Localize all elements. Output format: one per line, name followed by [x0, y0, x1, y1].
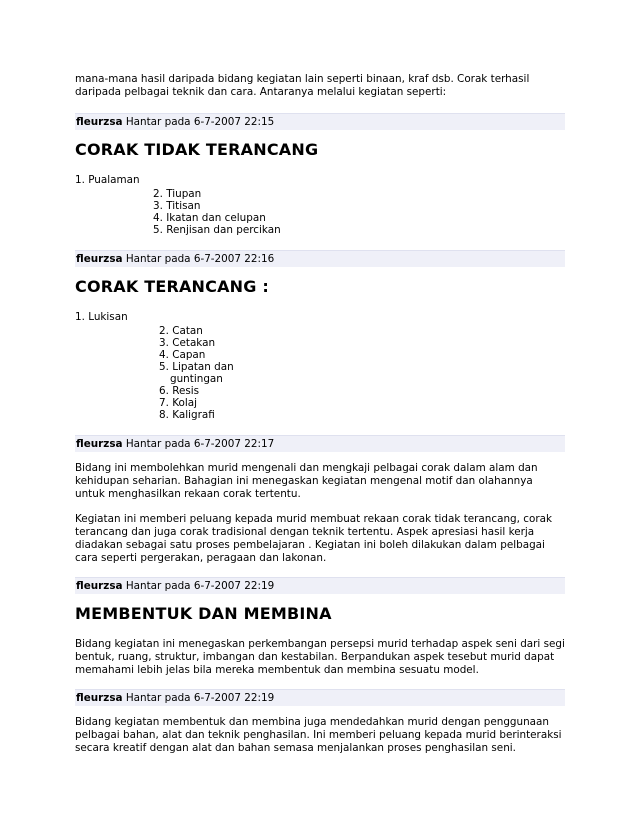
section-heading: MEMBENTUK DAN MEMBINA: [75, 604, 332, 623]
list-item: 3. Titisan: [153, 200, 201, 212]
list-item: 8. Kaligrafi: [159, 409, 215, 421]
post-author: fleurzsa: [76, 438, 123, 450]
section-heading: CORAK TERANCANG :: [75, 277, 269, 296]
post-author: fleurzsa: [76, 580, 123, 592]
list-item: 5. Lipatan dan: [159, 361, 234, 373]
post-meta-bar: [75, 250, 565, 267]
intro-paragraph: mana-mana hasil daripada bidang kegiatan lain seperti binaan, kraf dsb. Corak terhasil daripada pelbagai teknik dan cara. Antaranya melalui kegiatan seperti:: [75, 73, 530, 98]
post-timestamp: Hantar pada 6-7-2007 22:17: [122, 438, 275, 450]
post-meta-bar: [75, 577, 565, 594]
list-item: 5. Renjisan dan percikan: [153, 224, 281, 236]
post-meta-bar: [75, 435, 565, 452]
list-item: 1. Pualaman: [75, 174, 140, 186]
post-timestamp: Hantar pada 6-7-2007 22:19: [122, 692, 275, 704]
post-timestamp: Hantar pada 6-7-2007 22:16: [122, 253, 275, 265]
list-item-continuation: guntingan: [170, 373, 223, 385]
post-author: fleurzsa: [76, 692, 123, 704]
post-timestamp: Hantar pada 6-7-2007 22:15: [122, 116, 275, 128]
list-item: 4. Ikatan dan celupan: [153, 212, 266, 224]
numbered-list: [75, 174, 565, 236]
post-meta-bar: [75, 689, 565, 706]
list-item: 3. Cetakan: [159, 337, 216, 349]
post-meta-bar: [75, 113, 565, 130]
post-author: fleurzsa: [76, 116, 123, 128]
list-item: 4. Capan: [159, 349, 206, 361]
body-paragraph: Bidang kegiatan ini menegaskan perkembangan persepsi murid terhadap aspek seni dari segi bentuk, ruang, struktur, imbangan dan kestabilan. Berpandukan aspek tesebut murid dapat memahami lebih jelas bila mereka membentuk dan membina sesuatu model.: [75, 638, 565, 676]
numbered-list: [75, 311, 565, 421]
section-heading: CORAK TIDAK TERANCANG: [75, 140, 319, 159]
document-page: [75, 73, 565, 767]
list-item: 2. Tiupan: [153, 188, 202, 200]
body-paragraph: Bidang ini membolehkan murid mengenali dan mengkaji pelbagai corak dalam alam dan kehidupan seharian. Bahagian ini menegaskan kegiatan mengenal motif dan olahannya untuk menghasilkan rekaan corak tertentu.: [75, 462, 538, 500]
post-author: fleurzsa: [76, 253, 123, 265]
list-item: 1. Lukisan: [75, 311, 128, 323]
list-item: 6. Resis: [159, 385, 200, 397]
body-paragraph: Bidang kegiatan membentuk dan membina juga mendedahkan murid dengan penggunaan pelbagai bahan, alat dan teknik penghasilan. Ini memberi peluang kepada murid berinteraksi secara kreatif dengan alat dan bahan semasa menjalankan proses penghasilan seni.: [75, 716, 562, 754]
post-timestamp: Hantar pada 6-7-2007 22:19: [122, 580, 275, 592]
list-item: 2. Catan: [159, 325, 203, 337]
body-paragraph: Kegiatan ini memberi peluang kepada murid membuat rekaan corak tidak terancang, corak terancang dan juga corak tradisional dengan teknik tertentu. Aspek apresiasi hasil kerja diadakan sebagai satu proses pembelajaran . Kegiatan ini boleh dilakukan dalam pelbagai cara seperti pergerakan, peragaan dan lakonan.: [75, 513, 552, 564]
list-item: 7. Kolaj: [159, 397, 198, 409]
